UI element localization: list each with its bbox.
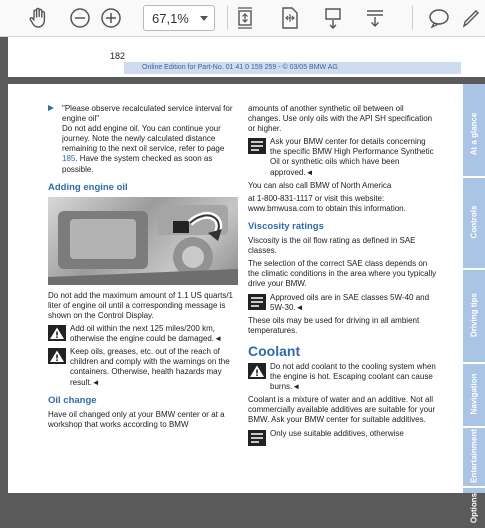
fit-page-button[interactable] bbox=[234, 4, 256, 32]
paragraph: You can also call BMW of North America bbox=[248, 180, 392, 190]
toolbar bbox=[0, 0, 485, 37]
tab-options[interactable]: Options bbox=[469, 492, 479, 524]
info-note: Approved oils are in SAE classes 5W-40 and 5W-30.◄ bbox=[248, 293, 438, 313]
warning-note: Do not add coolant to the cooling system when the engine is hot. Escaping coolant can cause burns.◄ bbox=[248, 362, 438, 392]
tab-controls[interactable]: Controls bbox=[469, 205, 479, 239]
tab-driving-tips[interactable]: Driving tips bbox=[469, 292, 479, 338]
download-menu-button[interactable] bbox=[363, 4, 387, 32]
warning-note: Add oil within the next 125 miles/200 km, otherwise the engine could be damaged.◄ bbox=[48, 324, 240, 344]
paragraph: at 1-800-831-1117 or visit this website: www.bmwusa.com to obtain this information. bbox=[248, 193, 406, 213]
info-note: Ask your BMW center for details concerning the specific BMW High Performance Synthetic Oil or synthetic oils which have been approved.◄ bbox=[248, 137, 438, 177]
current-page bbox=[8, 84, 485, 524]
bullet-triangle-icon bbox=[48, 105, 54, 111]
chapter-tabs bbox=[463, 84, 485, 524]
left-column bbox=[48, 104, 240, 433]
tray-down-icon bbox=[364, 7, 386, 29]
tab-at-a-glance[interactable]: At a glance bbox=[469, 112, 479, 156]
rotate-page-icon bbox=[323, 6, 343, 30]
zoom-in-button[interactable] bbox=[99, 4, 123, 32]
zoom-value: 67,1% bbox=[152, 10, 189, 26]
warning-icon bbox=[48, 348, 66, 364]
page-link[interactable]: 185 bbox=[62, 154, 76, 164]
edition-line: Online Edition for Part-No. 01 41 0 159 259 - © 03/05 BMW AG bbox=[124, 62, 461, 74]
section-heading: Adding engine oil bbox=[48, 181, 128, 193]
section-heading: Viscosity ratings bbox=[248, 220, 324, 232]
hand-tool-button[interactable] bbox=[24, 4, 52, 32]
paragraph: Viscosity is the oil flow rating as defined in SAE classes. bbox=[248, 236, 416, 256]
engine-image bbox=[48, 197, 238, 285]
warning-note: Keep oils, greases, etc. out of the reach of children and comply with the warnings on the containers. Otherwise, health hazards may result.◄ bbox=[48, 347, 240, 387]
zoom-in-icon bbox=[100, 7, 122, 29]
comment-icon bbox=[428, 7, 450, 29]
zoom-select[interactable] bbox=[143, 5, 215, 31]
fit-width-button[interactable] bbox=[279, 4, 301, 32]
fit-width-icon bbox=[281, 6, 299, 30]
right-column bbox=[248, 104, 438, 449]
pen-icon bbox=[462, 7, 482, 29]
zoom-out-button[interactable] bbox=[68, 4, 92, 32]
paragraph: The selection of the correct SAE class depends on the climatic conditions in the area where you typically drive your BMW. bbox=[248, 259, 437, 289]
tab-entertainment[interactable]: Entertainment bbox=[469, 429, 479, 483]
tab-navigation[interactable]: Navigation bbox=[469, 373, 479, 415]
note-icon bbox=[248, 138, 266, 154]
warning-icon bbox=[48, 325, 66, 341]
paragraph: Do not add the maximum amount of 1.1 US quarts/1 liter of engine oil until a corresponding message is shown on the Control Display. bbox=[48, 290, 233, 320]
fit-page-icon bbox=[236, 6, 254, 30]
previous-page bbox=[8, 37, 485, 77]
list-item: "Please observe recalculated service interval for engine oil" Do not add engine oil. You can continue your journey. Note the newly calculated distance remaining to the next oil service, refer to page 185. Have the system checked as soon as possible. bbox=[48, 104, 240, 175]
hand-icon bbox=[28, 7, 48, 29]
section-heading: Oil change bbox=[48, 394, 97, 406]
paragraph: These oils may be used for driving in all ambient temperatures. bbox=[248, 315, 420, 335]
chevron-down-icon bbox=[200, 16, 208, 21]
paragraph: amounts of another synthetic oil between oil changes. Use only oils with the API SH specification or higher. bbox=[248, 104, 433, 134]
section-heading: Coolant bbox=[248, 342, 301, 359]
paragraph: Coolant is a mixture of water and an additive. Not all commercially available additives are suitable for your BMW. Ask your BMW center for suitable additives. bbox=[248, 395, 436, 425]
rotate-button[interactable] bbox=[322, 4, 344, 32]
zoom-out-icon bbox=[69, 7, 91, 29]
page-number: 182 bbox=[110, 51, 126, 61]
draw-button[interactable] bbox=[461, 4, 483, 32]
paragraph: Have oil changed only at your BMW center or at a workshop that works according to BMW bbox=[48, 409, 225, 429]
comment-button[interactable] bbox=[427, 4, 451, 32]
note-icon bbox=[248, 430, 266, 446]
info-note: Only use suitable additives, otherwise bbox=[248, 429, 438, 449]
warning-icon bbox=[248, 363, 266, 379]
note-icon bbox=[248, 294, 266, 310]
